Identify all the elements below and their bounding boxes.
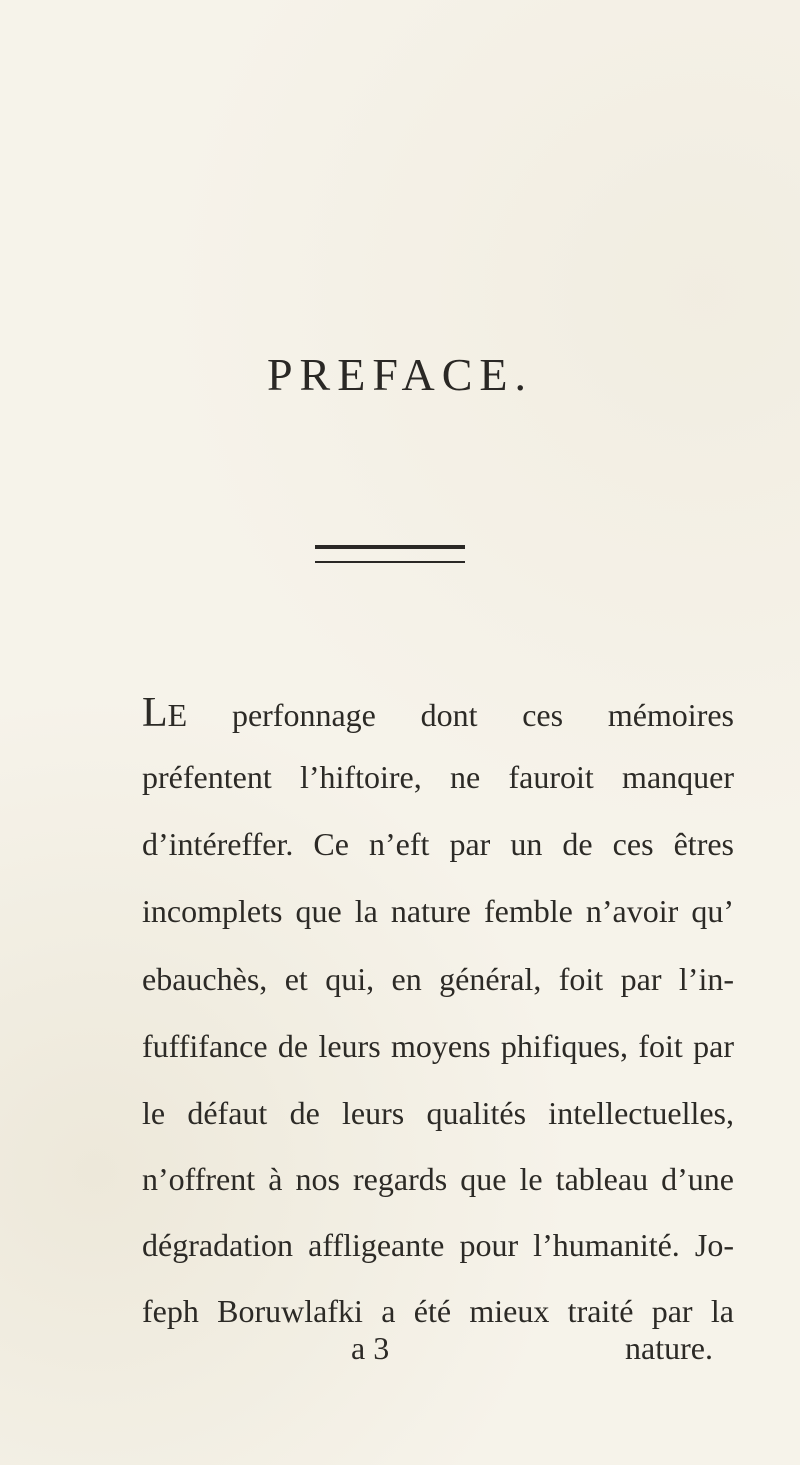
page-title: PREFACE. [266,349,534,400]
paragraph-line-6: fuffifance de leurs moyens phifiques, foit par [142,1028,734,1064]
title-rule-thin [315,561,465,563]
signature-mark: a 3 [351,1330,390,1366]
first-line-text: perfonnage dont ces mémoires [187,697,734,733]
paragraph-line-1 [142,692,734,734]
first-word-rest: E [167,697,188,733]
paragraph-line-8: n’offrent à nos regards que le tableau d’une [142,1161,734,1197]
paragraph-line-9: dégradation affligeante pour l’humanité. Jo- [142,1227,734,1263]
paragraph-line-7: le défaut de leurs qualités intellectuelles, [142,1095,734,1131]
paragraph-line-2: préfentent l’hiftoire, ne fauroit manquer [142,759,734,795]
paragraph-line-3: d’intéreffer. Ce n’eft par un de ces êtres [142,826,734,862]
paragraph-line-5: ebauchès, et qui, en général, foit par l’in- [142,961,734,997]
paragraph-line-4: incomplets que la nature femble n’avoir qu’ [142,893,734,929]
drop-cap: L [142,690,168,736]
title-rule-thick [315,545,465,549]
paragraph-line-10: feph Boruwlafki a été mieux traité par la [142,1293,734,1329]
catchword: nature. [625,1330,713,1366]
